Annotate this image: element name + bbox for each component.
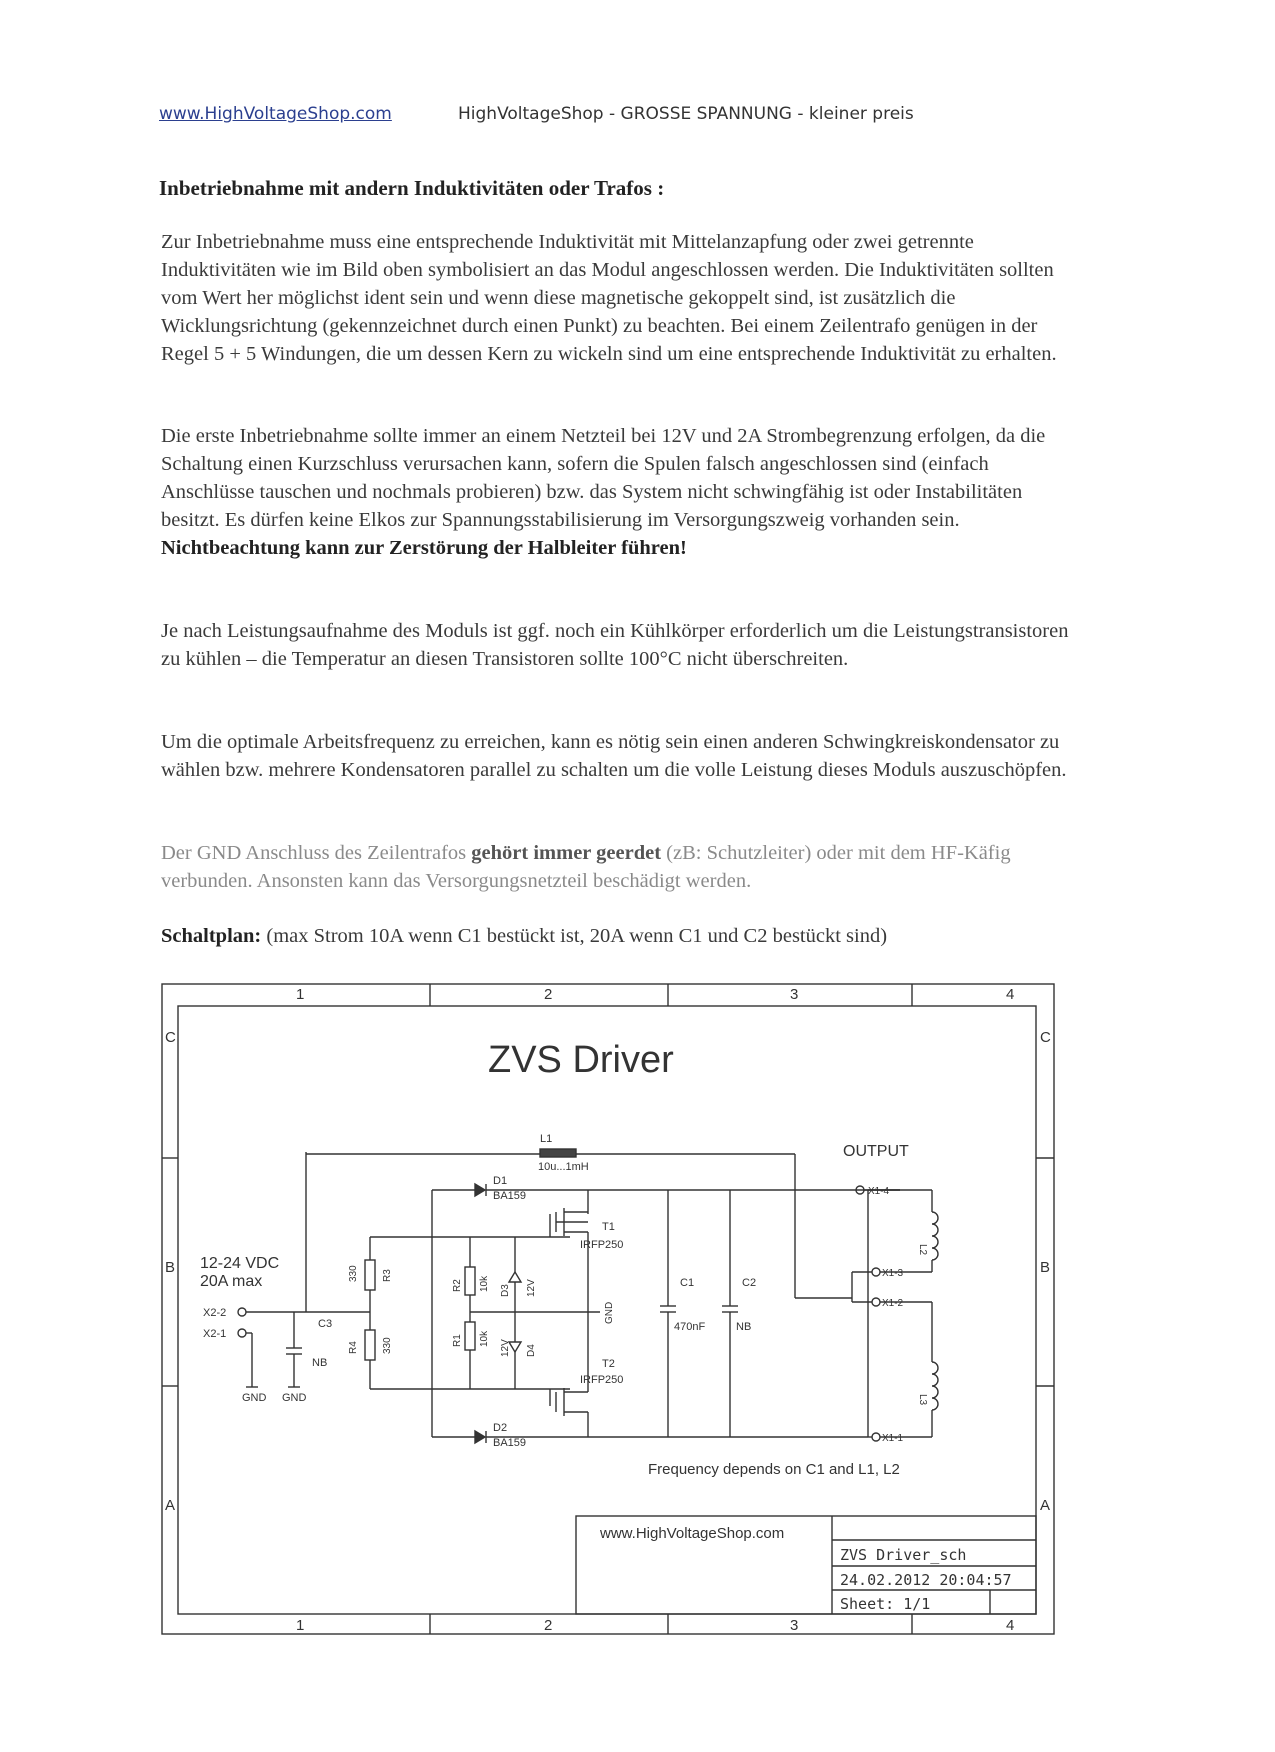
t2-name: T2 [602,1358,615,1370]
output-label: OUTPUT [843,1143,909,1160]
input-current: 20A max [200,1273,263,1290]
t1-mosfet [550,1190,588,1312]
schematic-caption-label: Schaltplan: [161,925,262,947]
r1-value: 10k [479,1330,490,1347]
l2-coil [932,1212,938,1260]
frame-row-c-right: C [1040,1029,1051,1046]
t1-name: T1 [602,1221,615,1233]
frame-col-1-top: 1 [296,986,305,1003]
paragraph-first-startup-warning: Nichtbeachtung kann zur Zerstörung der Halbleiter führen! [161,537,687,559]
title-block-website: www.HighVoltageShop.com [600,1525,785,1542]
x1-2-label: X1-2 [882,1298,904,1309]
d1-value: BA159 [493,1190,527,1202]
frame-row-b-left: B [165,1259,176,1276]
l1-name: L1 [540,1133,553,1145]
d2-name: D2 [493,1422,508,1434]
d4-name: D4 [526,1344,537,1357]
frame-row-b-right: B [1040,1259,1051,1276]
d1-diode [475,1184,485,1196]
t2-value: IRFP250 [580,1374,624,1386]
l3-name: L3 [917,1394,928,1406]
d4-value: 12V [500,1339,511,1357]
paragraph-schematic-caption [161,922,1071,950]
l1-value: 10u...1mH [538,1161,589,1173]
d2-diode [475,1431,485,1443]
r3-name: R3 [382,1269,393,1282]
paragraph-first-startup-text: Die erste Inbetriebnahme sollte immer an einem Netzteil bei 12V und 2A Strombegrenzung erfolgen, da die Schaltung einen Kurzschluss verursachen kann, sofern die Spulen falsch angeschlossen sind (einfach Anschlüsse tauschen und nochmals probieren) bzw. das System nicht schwingfähig ist oder Instabilitäten besitzt. Es dürfen keine Elkos zur Spannungsstabilisierung im Versorgungszweig vorhanden sein. [161,425,1046,531]
r4-name: R4 [348,1341,359,1354]
c3-name: C3 [318,1318,333,1330]
r2-name: R2 [452,1279,463,1292]
c2-name: C2 [742,1277,757,1289]
schematic-title: ZVS Driver [488,1039,674,1081]
title-block-datetime: 24.02.2012 20:04:57 [840,1571,1012,1589]
frame-row-c-left: C [165,1029,176,1046]
paragraph-grounding-text-b: (zB: Schutzleiter) oder mit dem HF-Käfig verbunden. Ansonsten kann das Versorgungsnetzteil beschädigt werden. [161,842,1011,892]
x1-1-label: X1-1 [882,1433,904,1444]
paragraph-grounding-bold: gehört immer geerdet [471,842,662,864]
c3-value: NB [312,1357,328,1369]
d3-name: D3 [500,1284,511,1297]
zvs-schematic [160,982,1060,1637]
frame-row-a-left: A [165,1497,176,1514]
r1-resistor [465,1322,475,1350]
r3-value: 330 [348,1265,359,1282]
r1-name: R1 [452,1334,463,1347]
header-website-link[interactable]: www.HighVoltageShop.com [159,104,392,124]
title-block-sheet: Sheet: 1/1 [840,1595,931,1613]
section-heading: Inbetriebnahme mit andern Induktivitäten oder Trafos : [159,176,665,200]
frame-col-4-top: 4 [1006,986,1015,1003]
center-gnd-label: GND [604,1301,615,1324]
r4-value: 330 [382,1337,393,1354]
t1-value: IRFP250 [580,1239,624,1251]
l2-name: L2 [917,1244,928,1256]
frame-row-a-right: A [1040,1497,1051,1514]
frame-col-2-bottom: 2 [544,1617,553,1634]
page-header [159,104,1159,124]
c1-name: C1 [680,1277,695,1289]
frequency-note: Frequency depends on C1 and L1, L2 [648,1461,900,1478]
gnd-label-2: GND [282,1392,307,1404]
x2-2-label: X2-2 [203,1307,227,1319]
d1-name: D1 [493,1175,508,1187]
frame-col-4-bottom: 4 [1006,1617,1015,1634]
header-slogan: HighVoltageShop - GROSSE SPANNUNG - kleiner preis [458,104,914,124]
paragraph-grounding-text-a: Der GND Anschluss des Zeilentrafos [161,842,472,864]
c2-value: NB [736,1321,752,1333]
frame-col-1-bottom: 1 [296,1617,305,1634]
paragraph-frequency: Um die optimale Arbeitsfrequenz zu erreichen, kann es nötig sein einen anderen Schwingkreiskondensator zu wählen bzw. mehrere Kondensatoren parallel zu schalten um die volle Leistung dieses Moduls auszuschöpfen. [161,731,1067,781]
r2-value: 10k [479,1275,490,1292]
x1-4-label: X1-4 [868,1186,890,1197]
r4-resistor [365,1330,375,1360]
paragraph-cooling: Je nach Leistungsaufnahme des Moduls ist ggf. noch ein Kühlkörper erforderlich um die Leistungstransistoren zu kühlen – die Temperatur an diesen Transistoren sollte 100°C nicht überschreiten. [161,620,1069,670]
l1-inductor [540,1149,576,1157]
frame-col-3-top: 3 [790,986,799,1003]
schematic-caption-text: (max Strom 10A wenn C1 bestückt ist, 20A wenn C1 und C2 bestückt sind) [261,925,888,947]
input-voltage: 12-24 VDC [200,1255,280,1272]
l3-coil [932,1362,938,1410]
paragraph-grounding [161,839,1071,895]
r2-resistor [465,1267,475,1295]
gnd-label-1: GND [242,1392,267,1404]
title-block-filename: ZVS Driver_sch [840,1546,967,1564]
d2-value: BA159 [493,1437,527,1449]
d3-zener [509,1272,521,1282]
x2-1-label: X2-1 [203,1328,227,1340]
d3-value: 12V [526,1279,537,1297]
x1-3-label: X1-3 [882,1268,904,1279]
paragraph-first-startup [161,422,1071,562]
frame-col-3-bottom: 3 [790,1617,799,1634]
frame-col-2-top: 2 [544,986,553,1003]
paragraph-intro: Zur Inbetriebnahme muss eine entsprechende Induktivität mit Mittelanzapfung oder zwei getrennte Induktivitäten wie im Bild oben symbolisiert an das Modul angeschlossen werden. Die Induktivitäten sollten vom Wert her möglichst ident sein und wenn diese magnetische gekoppelt sind, ist zusätzlich die Wicklungsrichtung (gekennzeichnet durch einen Punkt) zu beachten. Bei einem Zeilentrafo genügen in der Regel 5 + 5 Windungen, die um dessen Kern zu wickeln sind um eine entsprechende Induktivität zu erhalten. [161,231,1057,365]
r3-resistor [365,1260,375,1290]
c1-value: 470nF [674,1321,706,1333]
